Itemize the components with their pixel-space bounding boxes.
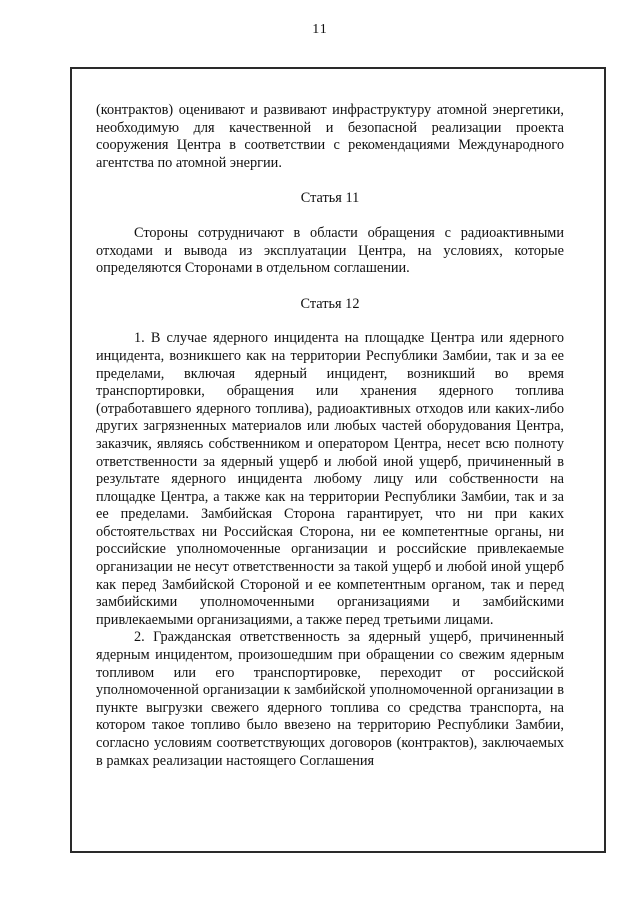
- page-number: 11: [312, 22, 328, 37]
- article-11-title: Статья 11: [300, 190, 360, 207]
- spacer: [96, 278, 564, 296]
- article-11-paragraph: Стороны сотрудничают в области обращения с радиоактивными отходами и вывода из эксплуатации Центра, на условиях, которые определяются Сторонами в отдельном соглашении.: [96, 224, 564, 277]
- spacer: [96, 208, 564, 225]
- document-body: [96, 102, 564, 770]
- article-12-title: Статья 12: [300, 295, 360, 312]
- intro-paragraph: (контрактов) оценивают и развивают инфраструктуру атомной энергетики, необходимую для качественной и безопасной реализации проекта сооружения Центра в соответствии с рекомендациями Международного агентства по атомной энергии.: [96, 102, 564, 171]
- article-12-paragraph-1: 1. В случае ядерного инцидента на площадке Центра или ядерного инцидента, возникшего как на территории Республики Замбии, так и за ее пределами, включая ядерный инцидент, возникший во время транспортировки, обращения или хранения ядерного топлива (отработавшего ядерного топлива), радиоактивных отходов или каких-либо других загрязненных материалов или любых частей оборудования Центра, заказчик, являясь собственником и оператором Центра, несет всю полноту ответственности за ядерный ущерб и любой иной ущерб, причиненный в результате ядерного инцидента любому лицу или собственности на площадке Центра, а также как на территории Республики Замбии, так и за ее пределами. Замбийская Сторона гарантирует, что ни при каких обстоятельствах ни Российская Сторона, ни ее компетентные органы, ни российские уполномоченные организации и российские привлекаемые организации не несут ответственности за такой ущерб и любой иной ущерб как перед Замбийской Стороной и ее компетентным органом, так и перед замбийскими уполномоченными организациями и замбийскими привлекаемыми организациями, а также перед третьими лицами.: [96, 330, 564, 628]
- article-12-paragraph-2: 2. Гражданская ответственность за ядерный ущерб, причиненный ядерным инцидентом, произошедшим при обращении со свежим ядерным топливом или его транспортировке, переходит от российской уполномоченной организации к замбийской уполномоченной организации в пункте выгрузки свежего ядерного топлива со средства транспорта, на котором такое топливо было ввезено на территорию Республики Замбии, согласно условиям соответствующих договоров (контрактов), заключаемых в рамках реализации настоящего Соглашения: [96, 629, 564, 769]
- spacer: [96, 313, 564, 330]
- spacer: [96, 172, 564, 190]
